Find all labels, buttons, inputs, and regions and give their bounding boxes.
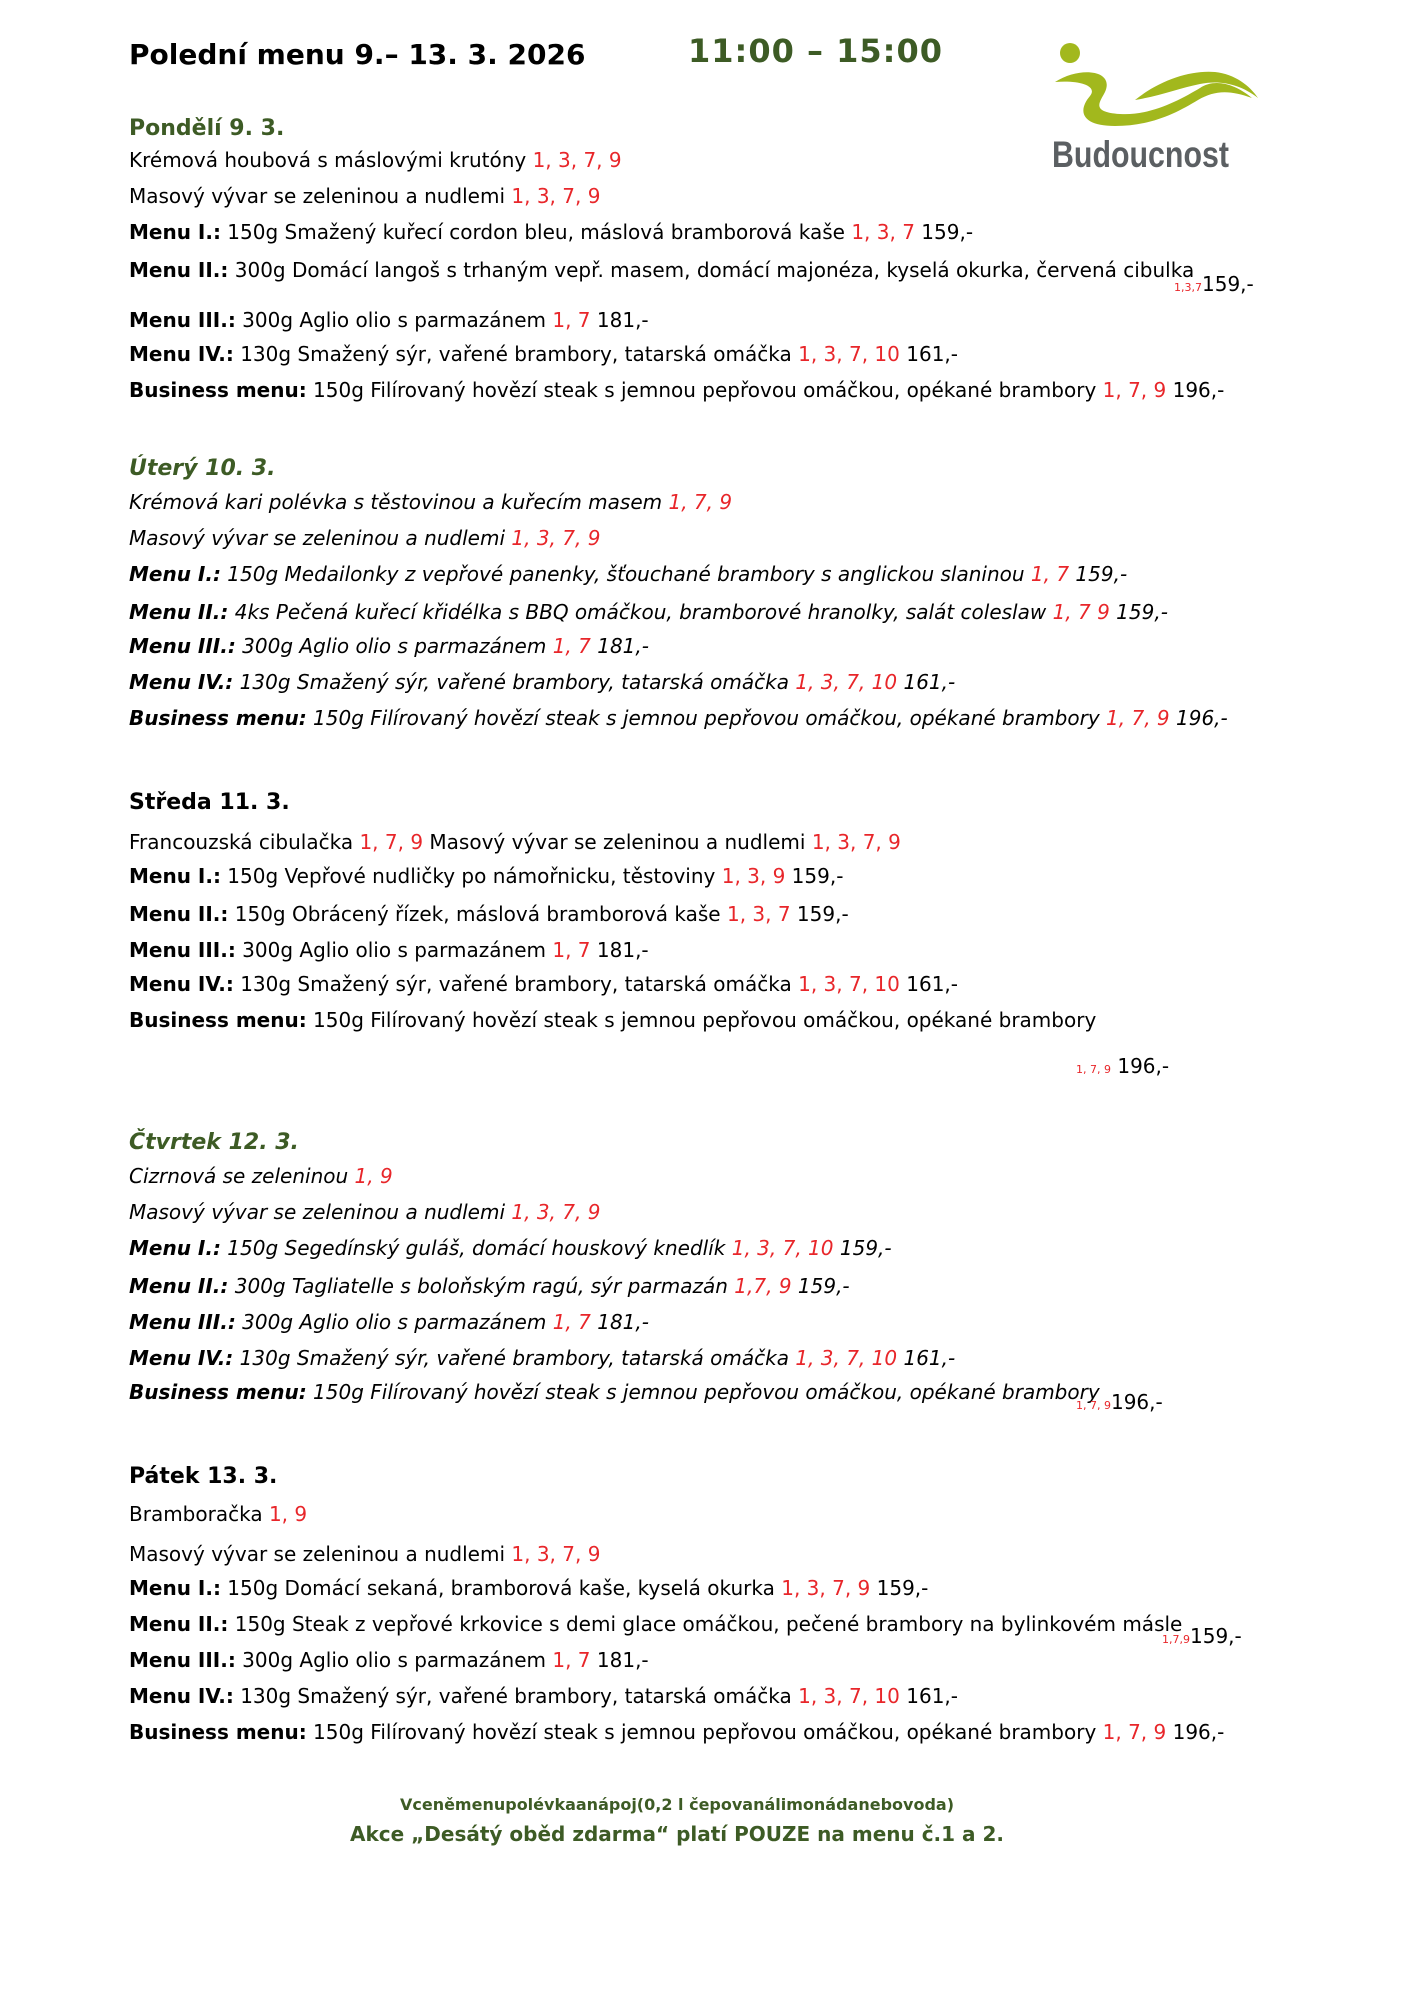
monday-menu-2-price: 1,3,7159,- <box>1174 272 1254 296</box>
friday-menu-4: Menu IV.: 130g Smažený sýr, vařené brambory, tatarská omáčka 1, 3, 7, 10 161,- <box>129 1684 958 1708</box>
monday-business-menu: Business menu: 150g Filírovaný hovězí steak s jemnou pepřovou omáčkou, opékané brambory 1, 7, 9 196,- <box>129 378 1225 402</box>
friday-menu-2-price: 1,7,9159,- <box>1162 1624 1242 1648</box>
friday-business-menu: Business menu: 150g Filírovaný hovězí steak s jemnou pepřovou omáčkou, opékané brambory 1, 7, 9 196,- <box>129 1720 1225 1744</box>
monday-soup-1: Krémová houbová s máslovými krutóny 1, 3, 7, 9 <box>129 148 622 172</box>
monday-menu-2: Menu II.: 300g Domácí langoš s trhaným vepř. masem, domácí majonéza, kyselá okurka, červená cibulka <box>129 258 1195 282</box>
wednesday-soups: Francouzská cibulačka 1, 7, 9 Masový vývar se zeleninou a nudlemi 1, 3, 7, 9 <box>129 830 901 854</box>
logo-dot-icon <box>1060 43 1080 63</box>
day-heading-wednesday: Středa 11. 3. <box>129 790 290 815</box>
friday-menu-2: Menu II.: 150g Steak z vepřové krkovice s demi glace omáčkou, pečené brambory na bylinkovém másle <box>129 1612 1183 1636</box>
friday-soup-2: Masový vývar se zeleninou a nudlemi 1, 3, 7, 9 <box>129 1542 601 1566</box>
thursday-business-price: 1, 7, 9196,- <box>1076 1390 1163 1414</box>
thursday-menu-3: Menu III.: 300g Aglio olio s parmazánem 1, 7 181,- <box>129 1310 649 1334</box>
monday-soup-2: Masový vývar se zeleninou a nudlemi 1, 3, 7, 9 <box>129 184 601 208</box>
thursday-business-menu: Business menu: 150g Filírovaný hovězí steak s jemnou pepřovou omáčkou, opékané brambory <box>129 1380 1100 1404</box>
day-heading-tuesday: Úterý 10. 3. <box>129 456 276 481</box>
footer-promo: Akce „Desátý oběd zdarma“ platí POUZE na menu č.1 a 2. <box>349 1822 1004 1846</box>
friday-menu-1: Menu I.: 150g Domácí sekaná, bramborová kaše, kyselá okurka 1, 3, 7, 9 159,- <box>129 1576 929 1600</box>
tuesday-menu-1: Menu I.: 150g Medailonky z vepřové panenky, šťouchané brambory s anglickou slaninou 1, 7 159,- <box>129 562 1128 586</box>
friday-menu-3: Menu III.: 300g Aglio olio s parmazánem 1, 7 181,- <box>129 1648 649 1672</box>
day-heading-monday: Pondělí 9. 3. <box>129 116 285 141</box>
opening-hours: 11:00 – 15:00 <box>688 32 943 70</box>
thursday-soup-2: Masový vývar se zeleninou a nudlemi 1, 3, 7, 9 <box>129 1200 601 1224</box>
day-heading-friday: Pátek 13. 3. <box>129 1464 278 1489</box>
wednesday-menu-1: Menu I.: 150g Vepřové nudličky po námořnicku, těstoviny 1, 3, 9 159,- <box>129 864 844 888</box>
monday-menu-1: Menu I.: 150g Smažený kuřecí cordon bleu, máslová bramborová kaše 1, 3, 7 159,- <box>129 220 974 244</box>
wednesday-menu-2: Menu II.: 150g Obrácený řízek, máslová bramborová kaše 1, 3, 7 159,- <box>129 902 849 926</box>
day-heading-thursday: Čtvrtek 12. 3. <box>129 1130 299 1155</box>
thursday-menu-4: Menu IV.: 130g Smažený sýr, vařené brambory, tatarská omáčka 1, 3, 7, 10 161,- <box>129 1346 956 1370</box>
tuesday-soup-2: Masový vývar se zeleninou a nudlemi 1, 3, 7, 9 <box>129 526 601 550</box>
thursday-soup-1: Cizrnová se zeleninou 1, 9 <box>129 1164 393 1188</box>
footer-note: Vceněmenupolévkaanápoj(0,2 l čepovanálimonádanebovoda) <box>399 1795 955 1814</box>
page-title: Polední menu 9.– 13. 3. 2026 <box>129 38 586 71</box>
tuesday-menu-3: Menu III.: 300g Aglio olio s parmazánem 1, 7 181,- <box>129 634 649 658</box>
tuesday-menu-4: Menu IV.: 130g Smažený sýr, vařené brambory, tatarská omáčka 1, 3, 7, 10 161,- <box>129 670 956 694</box>
wednesday-menu-4: Menu IV.: 130g Smažený sýr, vařené brambory, tatarská omáčka 1, 3, 7, 10 161,- <box>129 972 958 996</box>
wednesday-business-price: 1, 7, 9 196,- <box>1076 1054 1170 1078</box>
wednesday-menu-3: Menu III.: 300g Aglio olio s parmazánem 1, 7 181,- <box>129 938 649 962</box>
tuesday-soup-1: Krémová kari polévka s těstovinou a kuřecím masem 1, 7, 9 <box>129 490 733 514</box>
thursday-menu-1: Menu I.: 150g Segedínský guláš, domácí houskový knedlík 1, 3, 7, 10 159,- <box>129 1236 892 1260</box>
monday-menu-3: Menu III.: 300g Aglio olio s parmazánem 1, 7 181,- <box>129 308 649 332</box>
tuesday-menu-2: Menu II.: 4ks Pečená kuřecí křidélka s BBQ omáčkou, bramborové hranolky, salát coleslaw 1, 7 9 159,- <box>129 600 1168 624</box>
logo-text: Budoucnost <box>1052 134 1229 175</box>
friday-soup-1: Bramboračka 1, 9 <box>129 1502 308 1526</box>
monday-menu-4: Menu IV.: 130g Smažený sýr, vařené brambory, tatarská omáčka 1, 3, 7, 10 161,- <box>129 342 958 366</box>
tuesday-business-menu: Business menu: 150g Filírovaný hovězí steak s jemnou pepřovou omáčkou, opékané brambory 1, 7, 9 196,- <box>129 706 1228 730</box>
thursday-menu-2: Menu II.: 300g Tagliatelle s boloňským ragú, sýr parmazán 1,7, 9 159,- <box>129 1274 850 1298</box>
wednesday-business-menu: Business menu: 150g Filírovaný hovězí steak s jemnou pepřovou omáčkou, opékané brambory <box>129 1008 1097 1032</box>
